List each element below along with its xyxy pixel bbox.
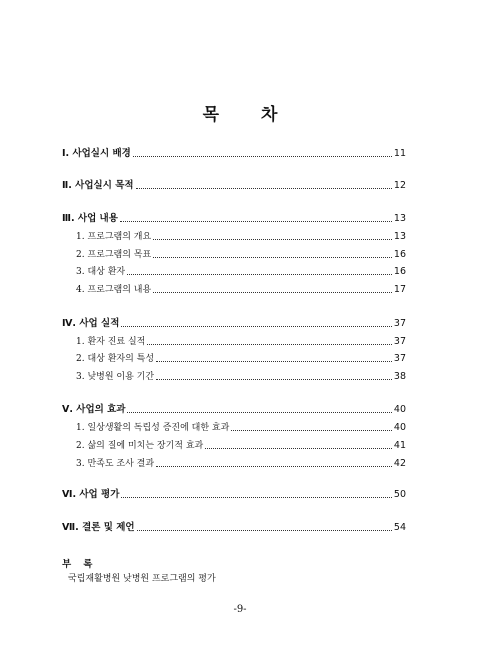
dot-leader — [136, 187, 392, 189]
dot-leader — [153, 238, 392, 240]
toc-entry-label: 1. 일상생활의 독립성 증진에 대한 효과 — [76, 423, 230, 433]
toc-entry-label: Ⅲ. 사업 내용 — [62, 213, 118, 224]
toc-section-entry — [62, 211, 406, 225]
toc-entry-label: Ⅳ. 사업 실적 — [62, 318, 120, 329]
appendix-item: 국립재활병원 낮병원 프로그램의 평가 — [68, 574, 216, 584]
dot-leader — [121, 325, 392, 327]
appendix-char-2: 록 — [83, 559, 93, 570]
toc-entry-label: 4. 프로그램의 내용 — [76, 285, 152, 295]
toc-subsection-entry — [62, 351, 406, 365]
toc-subsection-entry — [62, 229, 406, 243]
document-title — [0, 100, 480, 125]
dot-leader — [133, 155, 392, 157]
appendix-char-1: 부 — [62, 559, 72, 570]
toc-entry-label: Ⅵ. 사업 평가 — [62, 489, 120, 500]
toc-entry-page: 42 — [393, 458, 406, 469]
toc-entry-page: 13 — [393, 213, 406, 224]
toc-section-entry — [62, 402, 406, 416]
dot-leader — [231, 429, 392, 431]
toc-entry-label: Ⅰ. 사업실시 배경 — [62, 148, 131, 159]
dot-leader — [127, 411, 391, 413]
toc-entry-page: 54 — [393, 522, 406, 533]
toc-entry-page: 37 — [393, 318, 406, 329]
toc-entry-page: 40 — [393, 422, 406, 433]
toc-entry-page: 16 — [393, 249, 406, 260]
toc-entry-page: 50 — [393, 489, 406, 500]
toc-subsection-entry — [62, 264, 406, 278]
toc-entry-label: Ⅶ. 결론 및 제언 — [62, 522, 135, 533]
dot-leader — [153, 256, 392, 258]
appendix-heading — [62, 556, 92, 570]
dot-leader — [121, 496, 392, 498]
toc-entry-page: 17 — [393, 284, 406, 295]
toc-subsection-entry — [62, 282, 406, 296]
toc-subsection-entry — [62, 247, 406, 261]
dot-leader — [147, 343, 392, 345]
toc-entry-page: 11 — [393, 148, 406, 159]
toc-section-entry — [62, 520, 406, 534]
toc-entry-page: 16 — [393, 266, 406, 277]
toc-entry-label: 1. 환자 진료 실적 — [76, 337, 146, 347]
toc-entry-page: 38 — [393, 371, 406, 382]
toc-entry-label: 2. 삶의 질에 미치는 장기적 효과 — [76, 441, 204, 451]
toc-subsection-entry — [62, 369, 406, 383]
title-char-2: 차 — [261, 105, 278, 125]
dot-leader — [156, 465, 392, 467]
toc-section-entry — [62, 178, 406, 192]
dot-leader — [127, 273, 392, 275]
dot-leader — [156, 360, 392, 362]
toc-entry-label: 1. 프로그램의 개요 — [76, 232, 152, 242]
toc-entry-label: 3. 만족도 조사 결과 — [76, 459, 155, 469]
dot-leader — [153, 291, 392, 293]
toc-entry-page: 37 — [393, 353, 406, 364]
toc-entry-page: 12 — [393, 180, 406, 191]
toc-subsection-entry — [62, 334, 406, 348]
toc-entry-page: 13 — [393, 231, 406, 242]
toc-entry-label: 2. 대상 환자의 특성 — [76, 354, 155, 364]
toc-section-entry — [62, 487, 406, 501]
dot-leader — [156, 378, 392, 380]
toc-subsection-entry — [62, 438, 406, 452]
toc-entry-label: 2. 프로그램의 목표 — [76, 250, 152, 260]
toc-entry-page: 40 — [393, 404, 406, 415]
toc-section-entry — [62, 146, 406, 160]
toc-entry-label: Ⅴ. 사업의 효과 — [62, 404, 126, 415]
toc-entry-label: 3. 대상 환자 — [76, 267, 126, 277]
toc-entry-page: 41 — [393, 440, 406, 451]
title-char-1: 목 — [202, 105, 219, 125]
toc-entry-page: 37 — [393, 336, 406, 347]
dot-leader — [120, 220, 392, 222]
dot-leader — [137, 529, 392, 531]
toc-entry-label: Ⅱ. 사업실시 목적 — [62, 180, 134, 191]
dot-leader — [205, 447, 392, 449]
toc-subsection-entry — [62, 420, 406, 434]
toc-section-entry — [62, 316, 406, 330]
toc-entry-label: 3. 낮병원 이용 기간 — [76, 372, 155, 382]
toc-subsection-entry — [62, 456, 406, 470]
page-number: -9- — [233, 604, 247, 615]
